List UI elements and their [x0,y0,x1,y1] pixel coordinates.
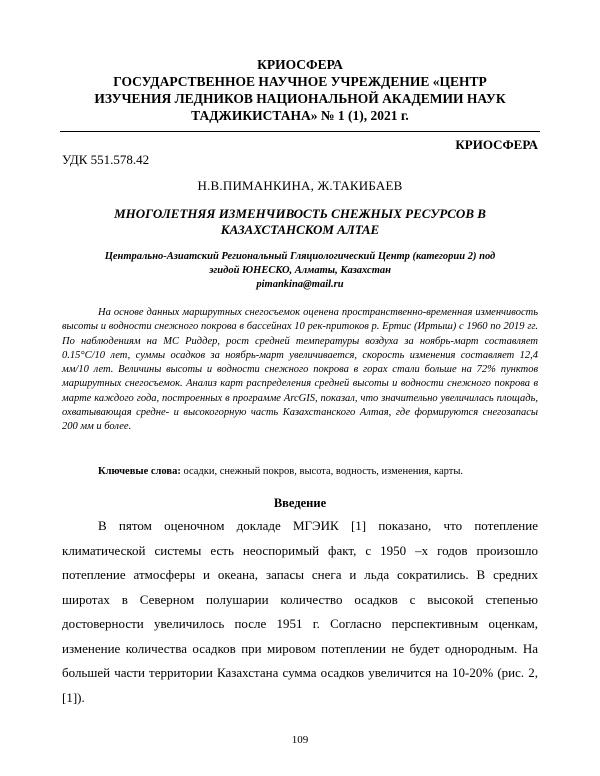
article-title [80,206,520,238]
journal-header-line-3: ИЗУЧЕНИЯ ЛЕДНИКОВ НАЦИОНАЛЬНОЙ АКАДЕМИИ НАУК [94,91,506,106]
introduction-paragraph: В пятом оценочном докладе МГЭИК [1] показано, что потепление климатической системы есть неоспоримый факт, с 1950 –х годов произошло потепление атмосферы и океана, запасы снега и льда сократились. В средних широтах в Северном полушарии количество осадков с высокой степенью достоверности увеличилось после 1951 г. Согласно перспективным оценкам, изменение количества осадков при мировом потеплении не будет однородным. На большей части территории Казахстана сумма осадков увеличится на 10-20% (рис. 2, [1]). [62,518,538,705]
keywords-text: осадки, снежный покров, высота, водность, изменения, карты. [180,466,464,477]
keywords-label: Ключевые слова: [98,466,181,477]
article-title-line-2: КАЗАХСТАНСКОМ АЛТАЕ [220,222,380,237]
author-email[interactable]: pimankina@mail.ru [256,279,344,290]
keywords [62,465,538,479]
introduction-heading: Введение [273,496,327,510]
udc-code: УДК 551.578.42 [62,152,150,167]
header-divider [60,131,540,132]
journal-header-line-2: ГОСУДАРСТВЕННОЕ НАУЧНОЕ УЧРЕЖДЕНИЕ «ЦЕНТР [113,74,487,89]
page-number: 109 [291,734,309,746]
affiliation [70,250,530,292]
journal-header [60,56,540,124]
journal-header-line-4: ТАДЖИКИСТАНА» № 1 (1), 2021 г. [191,108,409,123]
affiliation-line-2: эгидой ЮНЕСКО, Алматы, Казахстан [209,265,391,276]
article-title-line-1: МНОГОЛЕТНЯЯ ИЗМЕНЧИВОСТЬ СНЕЖНЫХ РЕСУРСОВ В [114,206,486,221]
journal-header-line-1: КРИОСФЕРА [257,57,343,72]
abstract: На основе данных маршрутных снегосъемок оценена пространственно-временная изменчивость высоты и водности снежного покрова в бассейнах 10 рек-притоков р. Ертис (Иртыш) с 1960 по 2019 гг. По наблюдениям на МС Риддер, рост средней температуры воздуха за ноябрь-март составляет 0.15°С/10 лет, суммы осадков за ноябрь-март увеличивается, скорость изменения составляет 12,4 мм/10 лет. Величины высоты и водности снежного покрова в горах стали больше на 72% пунктов маршрутных снегосъемок. Анализ карт распределения средней высоты и водности снежного покрова в марте каждого года, построенных в программе ArcGIS, показал, что значительно увеличилась площадь, охватывающая средне- и высокогорную часть Казахстанского Алтая, где формируются снегозапасы 200 мм и более. [62,307,538,433]
authors: Н.В.ПИМАНКИНА, Ж.ТАКИБАЕВ [197,178,403,193]
affiliation-line-1: Центрально-Азиатский Региональный Гляциологический Центр (категории 2) под [104,251,496,262]
section-label: КРИОСФЕРА [455,137,538,152]
